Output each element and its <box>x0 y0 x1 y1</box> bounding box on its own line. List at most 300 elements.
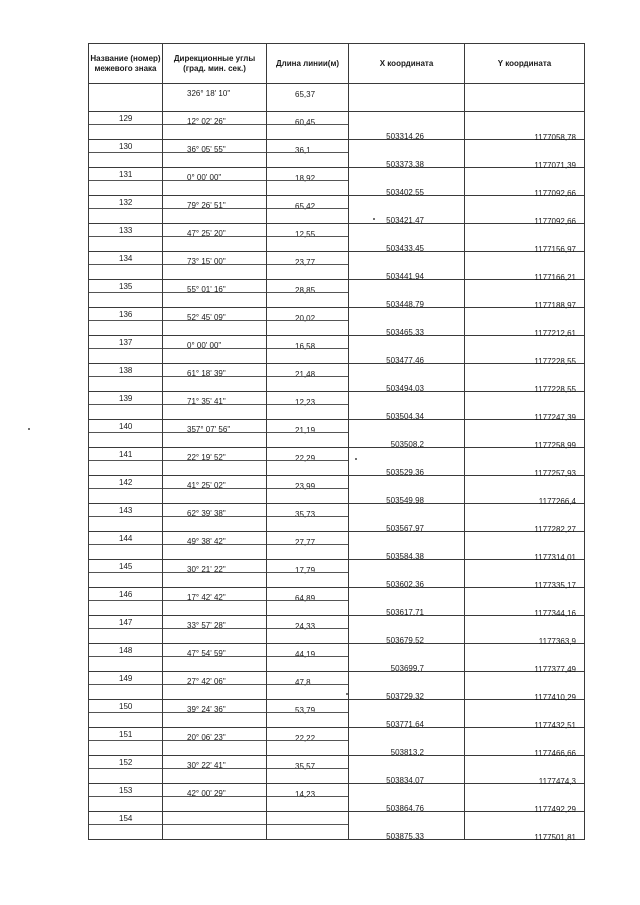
cell-angle <box>163 588 267 616</box>
scan-speck <box>28 428 30 430</box>
half-rule <box>89 768 162 769</box>
cell-y <box>465 588 585 616</box>
boundary-coordinates-table <box>88 43 585 840</box>
half-rule <box>267 236 348 237</box>
y-coordinate: 1177466,66 <box>534 749 576 758</box>
cell-angle <box>163 168 267 196</box>
cell-y <box>465 700 585 728</box>
point-name: 139 <box>119 394 133 403</box>
y-coordinate: 1177501,81 <box>534 833 576 842</box>
cell-x <box>349 196 465 224</box>
cell-x <box>349 532 465 560</box>
x-coordinate: 503465,33 <box>386 328 424 337</box>
y-coordinate: 1177071,39 <box>534 161 576 170</box>
angle-value: 20° 06' 23" <box>187 733 226 742</box>
cell-x <box>349 308 465 336</box>
cell-x <box>349 644 465 672</box>
point-name: 136 <box>119 310 133 319</box>
half-rule <box>267 824 348 825</box>
half-rule <box>267 124 348 125</box>
cell-name <box>89 196 163 224</box>
cell-y <box>465 476 585 504</box>
length-value: 23,99 <box>295 482 316 491</box>
half-rule <box>163 488 266 489</box>
y-coordinate: 1177377,49 <box>534 665 576 674</box>
cell-y <box>465 224 585 252</box>
y-coordinate: 1177335,17 <box>534 581 576 590</box>
x-coordinate: 503602,36 <box>386 580 424 589</box>
point-name: 144 <box>119 534 133 543</box>
table-row <box>89 672 585 700</box>
length-value: 65,42 <box>295 202 316 211</box>
y-coordinate: 1177282,27 <box>534 525 576 534</box>
half-rule <box>163 292 266 293</box>
table-row <box>89 336 585 364</box>
cell-angle <box>163 336 267 364</box>
cell-length <box>267 84 349 112</box>
angle-value: 39° 24' 36" <box>187 705 226 714</box>
cell-x <box>349 280 465 308</box>
cell-name <box>89 392 163 420</box>
length-value: 12,23 <box>295 398 316 407</box>
half-rule <box>89 544 162 545</box>
cell-name <box>89 672 163 700</box>
cell-length <box>267 196 349 224</box>
length-value: 35,57 <box>295 762 316 771</box>
cell-name <box>89 280 163 308</box>
point-name: 134 <box>119 254 133 263</box>
angle-value: 30° 22' 41" <box>187 761 226 770</box>
point-name: 150 <box>119 702 133 711</box>
cell-y <box>465 672 585 700</box>
half-rule <box>89 824 162 825</box>
angle-value: 52° 45' 09" <box>187 313 226 322</box>
x-coordinate: 503864,76 <box>386 804 424 813</box>
y-coordinate: 1177212,61 <box>534 329 576 338</box>
cell-x <box>349 392 465 420</box>
half-rule <box>163 740 266 741</box>
table-row <box>89 700 585 728</box>
cell-name <box>89 700 163 728</box>
cell-x <box>349 140 465 168</box>
cell-angle <box>163 476 267 504</box>
point-name: 154 <box>119 814 133 823</box>
cell-x <box>349 448 465 476</box>
length-value: 20,02 <box>295 314 316 323</box>
cell-y <box>465 420 585 448</box>
cell-angle <box>163 364 267 392</box>
cell-length <box>267 784 349 812</box>
y-coordinate: 1177492,29 <box>534 805 576 814</box>
half-rule <box>267 376 348 377</box>
half-rule <box>267 404 348 405</box>
cell-name <box>89 476 163 504</box>
half-rule <box>163 796 266 797</box>
length-value: 22,29 <box>295 454 316 463</box>
length-value: 47,8 <box>295 678 311 687</box>
half-rule <box>89 488 162 489</box>
x-coordinate: 503617,71 <box>386 608 424 617</box>
cell-name <box>89 420 163 448</box>
table-row <box>89 308 585 336</box>
y-coordinate: 1177258,99 <box>534 441 576 450</box>
table-row <box>89 112 585 140</box>
cell-length <box>267 756 349 784</box>
half-rule <box>89 180 162 181</box>
table-row <box>89 560 585 588</box>
cell-length <box>267 392 349 420</box>
point-name: 146 <box>119 590 133 599</box>
x-coordinate: 503441,94 <box>386 272 424 281</box>
length-value: 60,45 <box>295 118 316 127</box>
point-name: 148 <box>119 646 133 655</box>
angle-value: 0° 00' 00" <box>187 341 222 350</box>
point-name: 151 <box>119 730 133 739</box>
cell-angle <box>163 448 267 476</box>
cell-angle <box>163 560 267 588</box>
half-rule <box>89 712 162 713</box>
cell-y <box>465 140 585 168</box>
cell-length <box>267 644 349 672</box>
cell-name <box>89 308 163 336</box>
table-row <box>89 196 585 224</box>
table-row <box>89 448 585 476</box>
table-row <box>89 728 585 756</box>
point-name: 130 <box>119 142 133 151</box>
x-coordinate: 503433,45 <box>386 244 424 253</box>
y-coordinate: 1177188,97 <box>534 301 576 310</box>
half-rule <box>89 152 162 153</box>
half-rule <box>163 712 266 713</box>
cell-y <box>465 448 585 476</box>
angle-value: 36° 05' 55" <box>187 145 226 154</box>
length-value: 53,79 <box>295 706 316 715</box>
cell-length <box>267 504 349 532</box>
x-coordinate: 503699,7 <box>390 664 424 673</box>
angle-value: 55° 01' 16" <box>187 285 226 294</box>
x-coordinate: 503477,46 <box>386 356 424 365</box>
cell-y <box>465 756 585 784</box>
cell-y <box>465 252 585 280</box>
half-rule <box>267 712 348 713</box>
cell-angle <box>163 644 267 672</box>
point-name: 135 <box>119 282 133 291</box>
length-value: 23,77 <box>295 258 316 267</box>
half-rule <box>267 264 348 265</box>
table-row <box>89 168 585 196</box>
cell-angle <box>163 84 267 112</box>
cell-name <box>89 112 163 140</box>
point-name: 140 <box>119 422 133 431</box>
y-coordinate: 1177092,66 <box>534 217 576 226</box>
half-rule <box>267 516 348 517</box>
y-coordinate: 1177432,51 <box>534 721 576 730</box>
cell-x <box>349 728 465 756</box>
y-coordinate: 1177156,97 <box>534 245 576 254</box>
half-rule <box>89 600 162 601</box>
cell-angle <box>163 196 267 224</box>
y-coordinate: 1177166,21 <box>534 273 576 282</box>
half-rule <box>267 768 348 769</box>
cell-angle <box>163 140 267 168</box>
half-rule <box>267 740 348 741</box>
table-row <box>89 644 585 672</box>
half-rule <box>163 180 266 181</box>
cell-y <box>465 336 585 364</box>
header-y: Y координата <box>465 44 585 84</box>
cell-x <box>349 700 465 728</box>
half-rule <box>89 404 162 405</box>
half-rule <box>89 348 162 349</box>
x-coordinate: 503813,2 <box>390 748 424 757</box>
point-name: 143 <box>119 506 133 515</box>
cell-length <box>267 700 349 728</box>
length-value: 36,1 <box>295 146 311 155</box>
cell-angle <box>163 532 267 560</box>
cell-angle <box>163 392 267 420</box>
half-rule <box>163 824 266 825</box>
cell-length <box>267 532 349 560</box>
table-row <box>89 280 585 308</box>
x-coordinate: 503421,47 <box>386 216 424 225</box>
length-value: 27,77 <box>295 538 316 547</box>
y-coordinate: 1177363,9 <box>538 637 576 646</box>
y-coordinate: 1177266,4 <box>538 497 576 506</box>
cell-x <box>349 812 465 840</box>
cell-y <box>465 812 585 840</box>
cell-y <box>465 644 585 672</box>
cell-x <box>349 784 465 812</box>
half-rule <box>89 796 162 797</box>
cell-x <box>349 84 465 112</box>
cell-y <box>465 308 585 336</box>
half-rule <box>89 292 162 293</box>
half-rule <box>163 768 266 769</box>
cell-angle <box>163 700 267 728</box>
half-rule <box>163 432 266 433</box>
point-name: 147 <box>119 618 133 627</box>
point-name: 152 <box>119 758 133 767</box>
y-coordinate: 1177228,55 <box>534 385 576 394</box>
length-value: 17,79 <box>295 566 316 575</box>
half-rule <box>89 236 162 237</box>
table-row <box>89 756 585 784</box>
scan-speck <box>355 458 357 460</box>
cell-y <box>465 84 585 112</box>
cell-length <box>267 616 349 644</box>
half-rule <box>267 180 348 181</box>
y-coordinate: 1177344,16 <box>534 609 576 618</box>
half-rule <box>267 292 348 293</box>
half-rule <box>163 152 266 153</box>
angle-value: 27° 42' 06" <box>187 677 226 686</box>
angle-value: 12° 02' 26" <box>187 117 226 126</box>
half-rule <box>163 264 266 265</box>
half-rule <box>163 376 266 377</box>
table-row <box>89 476 585 504</box>
cell-x <box>349 588 465 616</box>
angle-value: 79° 26' 51" <box>187 201 226 210</box>
table-row <box>89 420 585 448</box>
angle-value: 47° 25' 20" <box>187 229 226 238</box>
scan-speck <box>346 693 348 695</box>
table-row <box>89 224 585 252</box>
cell-name <box>89 784 163 812</box>
cell-name <box>89 812 163 840</box>
cell-name <box>89 252 163 280</box>
half-rule <box>163 348 266 349</box>
angle-value: 49° 38' 42" <box>187 537 226 546</box>
half-rule <box>89 516 162 517</box>
header-angle: Дирекционные углы (град. мин. сек.) <box>163 44 267 84</box>
half-rule <box>163 572 266 573</box>
cell-length <box>267 812 349 840</box>
cell-y <box>465 280 585 308</box>
half-rule <box>267 488 348 489</box>
angle-value: 41° 25' 02" <box>187 481 226 490</box>
cell-x <box>349 168 465 196</box>
half-rule <box>267 460 348 461</box>
x-coordinate: 503679,52 <box>386 636 424 645</box>
x-coordinate: 503875,33 <box>386 832 424 841</box>
cell-angle <box>163 728 267 756</box>
cell-name <box>89 756 163 784</box>
half-rule <box>89 376 162 377</box>
angle-value: 22° 19' 52" <box>187 453 226 462</box>
cell-y <box>465 392 585 420</box>
cell-x <box>349 672 465 700</box>
cell-x <box>349 252 465 280</box>
cell-y <box>465 504 585 532</box>
half-rule <box>163 208 266 209</box>
cell-x <box>349 420 465 448</box>
cell-y <box>465 560 585 588</box>
half-rule <box>89 656 162 657</box>
cell-angle <box>163 308 267 336</box>
cell-name <box>89 336 163 364</box>
x-coordinate: 503834,07 <box>386 776 424 785</box>
cell-angle <box>163 756 267 784</box>
cell-length <box>267 140 349 168</box>
cell-length <box>267 476 349 504</box>
cell-angle <box>163 672 267 700</box>
angle-value: 42° 00' 29" <box>187 789 226 798</box>
cell-x <box>349 364 465 392</box>
point-name: 142 <box>119 478 133 487</box>
angle-value: 62° 39' 38" <box>187 509 226 518</box>
cell-length <box>267 168 349 196</box>
angle-value: 47° 54' 59" <box>187 649 226 658</box>
length-value: 21,48 <box>295 370 316 379</box>
cell-angle <box>163 112 267 140</box>
half-rule <box>89 432 162 433</box>
cell-length <box>267 560 349 588</box>
half-rule <box>89 460 162 461</box>
x-coordinate: 503402,55 <box>386 188 424 197</box>
half-rule <box>89 628 162 629</box>
cell-y <box>465 168 585 196</box>
header-name: Название (номер) межевого знака <box>89 44 163 84</box>
cell-angle <box>163 784 267 812</box>
y-coordinate: 1177228,55 <box>534 357 576 366</box>
half-rule <box>163 656 266 657</box>
cell-name <box>89 588 163 616</box>
length-value: 44,19 <box>295 650 316 659</box>
x-coordinate: 503584,38 <box>386 552 424 561</box>
length-value: 14,23 <box>295 790 316 799</box>
table-row <box>89 84 585 112</box>
x-coordinate: 503504,34 <box>386 412 424 421</box>
half-rule <box>267 152 348 153</box>
angle-value: 71° 35' 41" <box>187 397 226 406</box>
point-name: 145 <box>119 562 133 571</box>
half-rule <box>267 600 348 601</box>
cell-name <box>89 616 163 644</box>
half-rule <box>267 348 348 349</box>
length-value: 18,92 <box>295 174 316 183</box>
cell-length <box>267 448 349 476</box>
cell-x <box>349 224 465 252</box>
cell-angle <box>163 280 267 308</box>
angle-value: 326° 18' 10" <box>187 89 231 98</box>
half-rule <box>267 656 348 657</box>
cell-angle <box>163 616 267 644</box>
table-row <box>89 532 585 560</box>
cell-name <box>89 448 163 476</box>
y-coordinate: 1177314,01 <box>534 553 576 562</box>
angle-value: 0° 00' 00" <box>187 173 222 182</box>
half-rule <box>163 320 266 321</box>
half-rule <box>163 544 266 545</box>
length-value: 64,89 <box>295 594 316 603</box>
angle-value: 30° 21' 22" <box>187 565 226 574</box>
point-name: 132 <box>119 198 133 207</box>
half-rule <box>163 404 266 405</box>
cell-y <box>465 196 585 224</box>
x-coordinate: 503373,38 <box>386 160 424 169</box>
length-value: 21,19 <box>295 426 316 435</box>
cell-x <box>349 336 465 364</box>
y-coordinate: 1177092,66 <box>534 189 576 198</box>
half-rule <box>267 684 348 685</box>
table-header-row <box>89 44 585 84</box>
cell-length <box>267 672 349 700</box>
half-rule <box>89 208 162 209</box>
cell-name <box>89 560 163 588</box>
cell-name <box>89 168 163 196</box>
cell-y <box>465 784 585 812</box>
cell-length <box>267 308 349 336</box>
x-coordinate: 503529,36 <box>386 468 424 477</box>
angle-value: 61° 18' 39" <box>187 369 226 378</box>
table-row <box>89 784 585 812</box>
length-value: 22,22 <box>295 734 316 743</box>
angle-value: 73° 15' 00" <box>187 257 226 266</box>
half-rule <box>267 796 348 797</box>
cell-name <box>89 84 163 112</box>
point-name: 141 <box>119 450 133 459</box>
cell-y <box>465 616 585 644</box>
point-name: 153 <box>119 786 133 795</box>
length-value: 24,33 <box>295 622 316 631</box>
x-coordinate: 503567,97 <box>386 524 424 533</box>
x-coordinate: 503508,2 <box>390 440 424 449</box>
half-rule <box>267 572 348 573</box>
half-rule <box>267 544 348 545</box>
half-rule <box>89 320 162 321</box>
y-coordinate: 1177410,29 <box>534 693 576 702</box>
cell-length <box>267 588 349 616</box>
